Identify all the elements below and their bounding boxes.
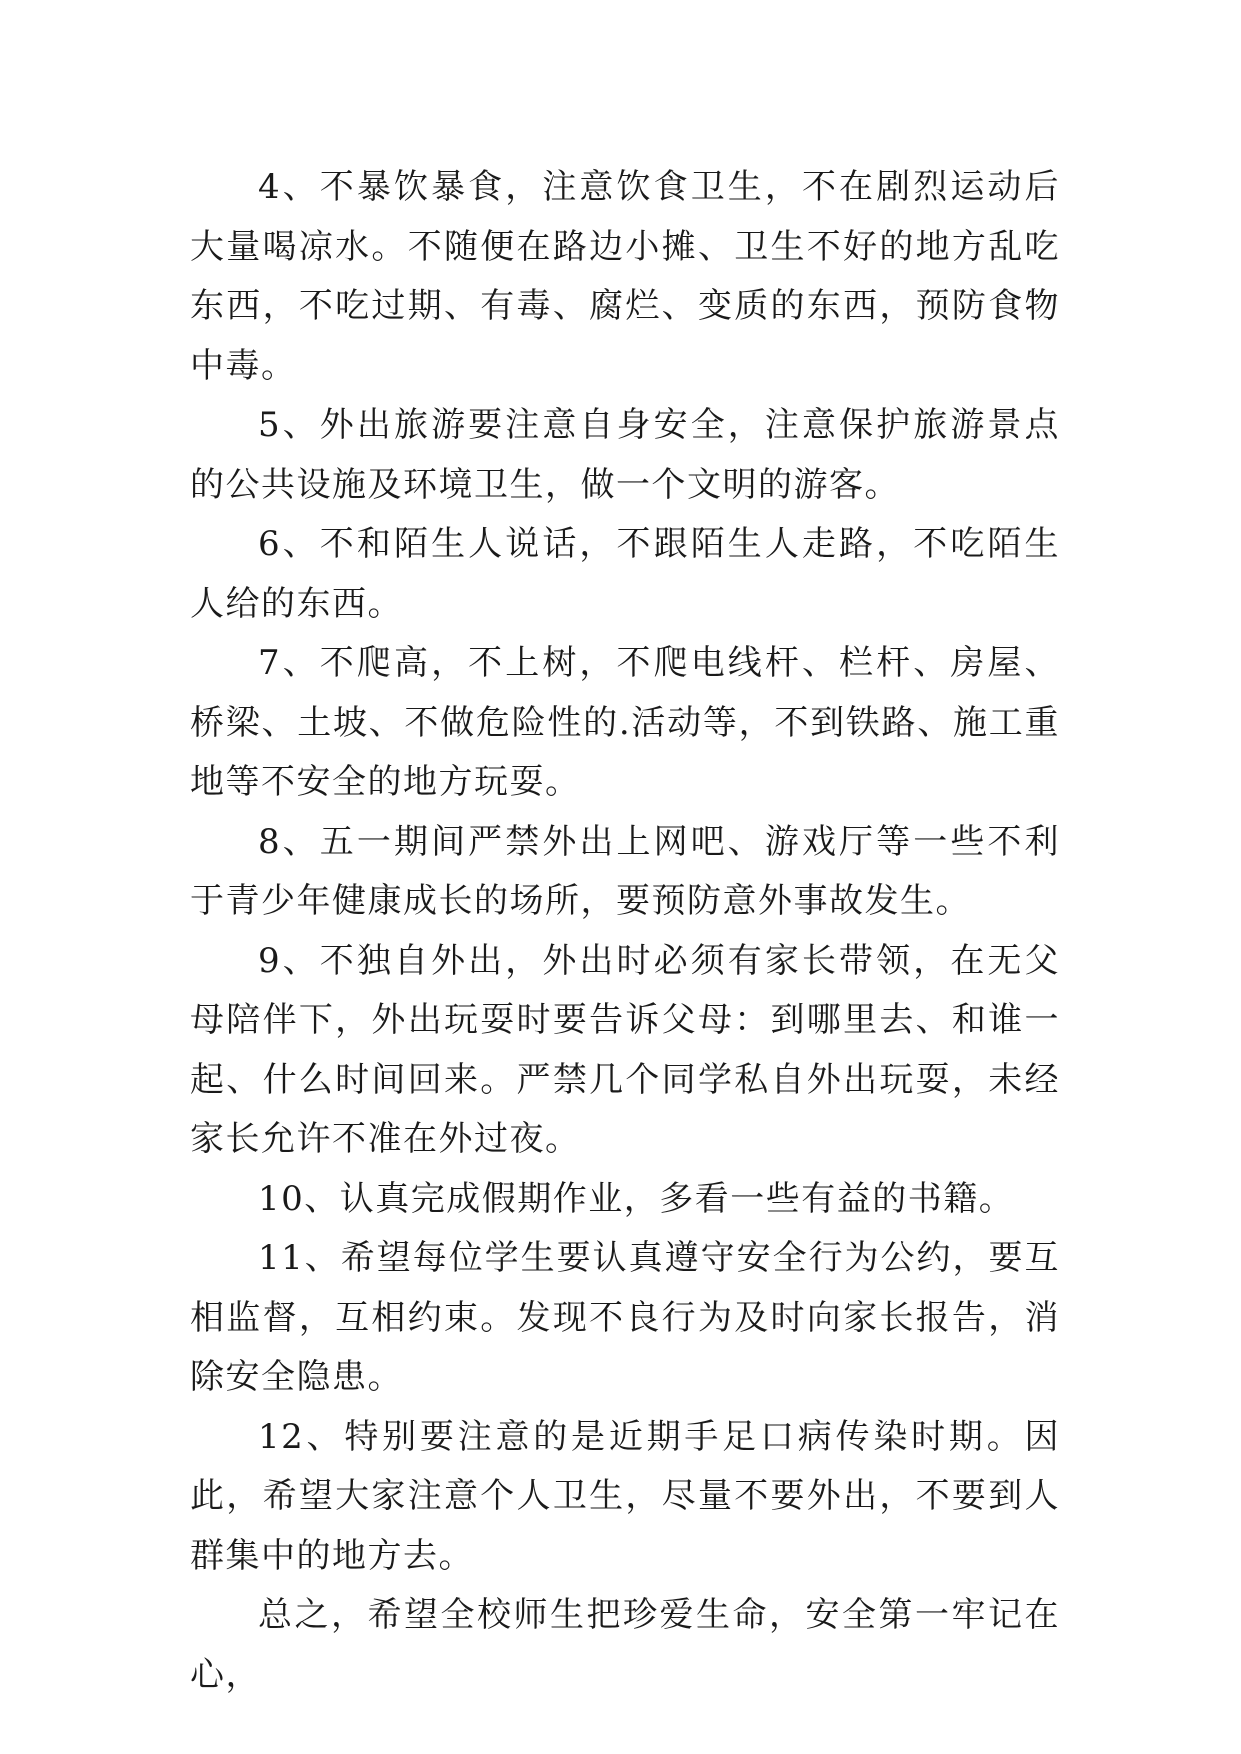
paragraph-item-8: 8、五一期间严禁外出上网吧、游戏厅等一些不利于青少年健康成长的场所，要预防意外事故发生。	[190, 821, 1060, 921]
paragraph-item-6: 6、不和陌生人说话，不跟陌生人走路，不吃陌生人给的东西。	[190, 524, 1060, 624]
paragraph-conclusion: 总之，希望全校师生把珍爱生命，安全第一牢记在心，	[190, 1595, 1060, 1695]
paragraph-item-4: 4、不暴饮暴食，注意饮食卫生，不在剧烈运动后大量喝凉水。不随便在路边小摊、卫生不好的地方乱吃东西，不吃过期、有毒、腐烂、变质的东西，预防食物中毒。	[190, 167, 1060, 386]
paragraph-item-7: 7、不爬高，不上树，不爬电线杆、栏杆、房屋、桥梁、土坡、不做危险性的.活动等，不到铁路、施工重地等不安全的地方玩耍。	[190, 643, 1060, 802]
paragraph-item-12: 12、特别要注意的是近期手足口病传染时期。因此，希望大家注意个人卫生，尽量不要外出，不要到人群集中的地方去。	[190, 1416, 1060, 1576]
paragraph-item-11: 11、希望每位学生要认真遵守安全行为公约，要互相监督，互相约束。发现不良行为及时向家长报告，消除安全隐患。	[190, 1238, 1060, 1397]
document-body	[190, 158, 1060, 1705]
paragraph-item-5: 5、外出旅游要注意自身安全，注意保护旅游景点的公共设施及环境卫生，做一个文明的游客。	[190, 405, 1060, 505]
paragraph-item-10: 10、认真完成假期作业，多看一些有益的书籍。	[258, 1178, 1015, 1219]
paragraph-item-9: 9、不独自外出，外出时必须有家长带领，在无父母陪伴下，外出玩耍时要告诉父母：到哪里去、和谁一起、什么时间回来。严禁几个同学私自外出玩耍，未经家长允许不准在外过夜。	[190, 940, 1060, 1159]
